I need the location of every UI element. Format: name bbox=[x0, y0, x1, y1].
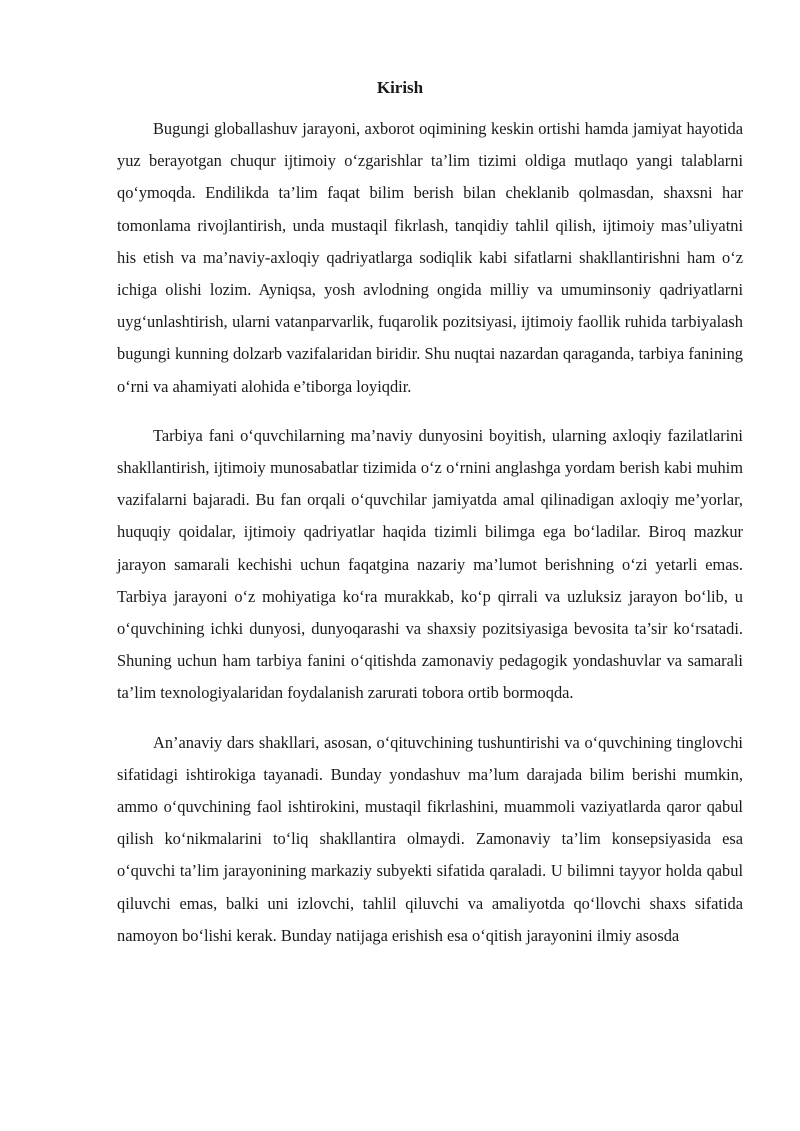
page-title: Kirish bbox=[376, 78, 424, 97]
paragraph-3: An’anaviy dars shakllari, asosan, o‘qituvchining tushuntirishi va o‘quvchining tinglovchi sifatidagi ishtirokiga tayanadi. Bunday yondashuv ma’lum darajada bilim berishi mumkin, ammo o‘quvchining faol ishtirokini, mustaqil fikrlashini, muammoli vaziyatlarda qaror qabul qilish ko‘nikmalarini to‘liq shakllantira olmaydi. Zamonaviy ta’lim konsepsiyasida esa o‘quvchi ta’lim jarayonining markaziy subyekti sifatida qaraladi. U bilimni tayyor holda qabul qiluvchi emas, balki uni izlovchi, tahlil qiluvchi va amaliyotda qo‘llovchi shaxs sifatida namoyon bo‘lishi kerak. Bunday natijaga erishish esa o‘qitish jarayonini ilmiy asosda bbox=[117, 732, 743, 945]
document-body bbox=[117, 113, 743, 952]
paragraph-1: Bugungi globallashuv jarayoni, axborot oqimining keskin ortishi hamda jamiyat hayotida yuz berayotgan chuqur ijtimoiy o‘zgarishlar ta’lim tizimi oldiga mutlaqo yangi talablarni qo‘ymoqda. Endilikda ta’lim faqat bilim berish bilan cheklanib qolmasdan, shaxsni har tomonlama rivojlantirish, unda mustaqil fikrlash, tanqidiy tahlil qilish, ijtimoiy mas’uliyatni his etish va ma’naviy-axloqiy qadriyatlarga sodiqlik kabi sifatlarni shakllantirishni ham o‘z ichiga olishi lozim. Ayniqsa, yosh avlodning ongida milliy va umuminsoniy qadriyatlarni uyg‘unlashtirish, ularni vatanparvarlik, fuqarolik pozitsiyasi, ijtimoiy faollik ruhida tarbiyalash bugungi kunning dolzarb vazifalaridan biridir. Shu nuqtai nazardan qaraganda, tarbiya fanining o‘rni va ahamiyati alohida e’tiborga loyiqdir. bbox=[117, 119, 743, 396]
paragraph-2: Tarbiya fani o‘quvchilarning ma’naviy dunyosini boyitish, ularning axloqiy fazilatlarini shakllantirish, ijtimoiy munosabatlar tizimida o‘z o‘rnini anglashga yordam berish kabi muhim vazifalarni bajaradi. Bu fan orqali o‘quvchilar jamiyatda amal qilinadigan axloqiy me’yorlar, huquqiy qoidalar, ijtimoiy qadriyatlar haqida tizimli bilimga ega bo‘ladilar. Biroq mazkur jarayon samarali kechishi uchun faqatgina nazariy ma’lumot berishning o‘zi yetarli emas. Tarbiya jarayoni o‘z mohiyatiga ko‘ra murakkab, ko‘p qirrali va uzluksiz jarayon bo‘lib, u o‘quvchining ichki dunyosi, dunyoqarashi va shaxsiy pozitsiyasiga bevosita ta’sir ko‘rsatadi. Shuning uchun ham tarbiya fanini o‘qitishda zamonaviy pedagogik yondashuvlar va samarali ta’lim texnologiyalaridan foydalanish zarurati tobora ortib bormoqda. bbox=[117, 425, 743, 703]
